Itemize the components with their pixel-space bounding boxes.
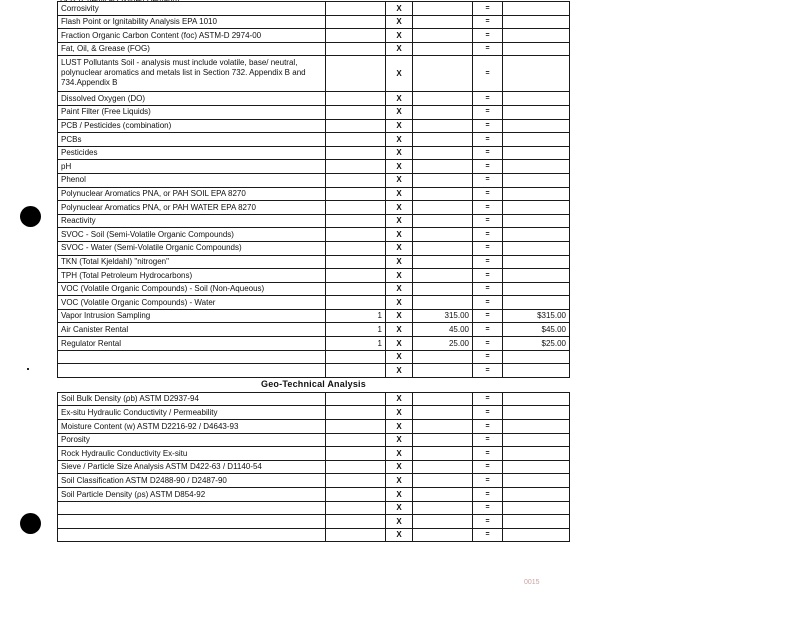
quantity-cell <box>326 2 386 16</box>
table-row <box>58 92 570 106</box>
equals-cell: = <box>473 433 503 447</box>
quantity-cell: 1 <box>326 337 386 351</box>
unit-price-cell <box>413 515 473 529</box>
multiply-cell: X <box>386 323 413 337</box>
unit-price-cell <box>413 241 473 255</box>
quantity-cell <box>326 269 386 283</box>
total-cell <box>503 433 570 447</box>
equals-cell: = <box>473 201 503 215</box>
unit-price-cell <box>413 296 473 310</box>
unit-price-cell <box>413 15 473 29</box>
item-cell: PCBs <box>58 133 326 147</box>
geo-table-row <box>58 460 570 474</box>
multiply-cell: X <box>386 528 413 542</box>
item-cell: Polynuclear Aromatics PNA, or PAH WATER EPA 8270 <box>58 201 326 215</box>
multiply-cell: X <box>386 269 413 283</box>
total-cell <box>503 56 570 92</box>
equals-cell: = <box>473 528 503 542</box>
item-cell: TPH (Total Petroleum Hydrocarbons) <box>58 269 326 283</box>
quantity-cell <box>326 146 386 160</box>
table-row <box>58 29 570 43</box>
equals-cell: = <box>473 56 503 92</box>
equals-cell: = <box>473 323 503 337</box>
total-cell <box>503 29 570 43</box>
total-cell <box>503 282 570 296</box>
equals-cell: = <box>473 282 503 296</box>
geo-table-row <box>58 447 570 461</box>
geo-table-row <box>58 406 570 420</box>
item-cell: Fraction Organic Carbon Content (foc) ASTM-D 2974-00 <box>58 29 326 43</box>
quantity-cell <box>326 501 386 515</box>
unit-price-cell <box>413 187 473 201</box>
table-row <box>58 119 570 133</box>
quantity-cell <box>326 460 386 474</box>
table-row <box>58 323 570 337</box>
quantity-cell <box>326 241 386 255</box>
unit-price-cell <box>413 282 473 296</box>
multiply-cell: X <box>386 92 413 106</box>
multiply-cell: X <box>386 29 413 43</box>
item-cell <box>58 528 326 542</box>
item-cell: TKN (Total Kjeldahl) "nitrogen" <box>58 255 326 269</box>
unit-price-cell <box>413 474 473 488</box>
total-cell: $315.00 <box>503 309 570 323</box>
item-cell: Vapor Intrusion Sampling <box>58 309 326 323</box>
total-cell: $45.00 <box>503 323 570 337</box>
equals-cell: = <box>473 350 503 364</box>
unit-price-cell: 315.00 <box>413 309 473 323</box>
unit-price-cell <box>413 269 473 283</box>
item-cell: Ex-situ Hydraulic Conductivity / Permeability <box>58 406 326 420</box>
table-row <box>58 42 570 56</box>
item-cell: Moisture Content (w) ASTM D2216-92 / D4643-93 <box>58 420 326 434</box>
equals-cell: = <box>473 474 503 488</box>
equals-cell: = <box>473 214 503 228</box>
unit-price-cell <box>413 214 473 228</box>
unit-price-cell <box>413 56 473 92</box>
geo-technical-rows <box>58 377 570 542</box>
item-cell: Dissolved Oxygen (DO) <box>58 92 326 106</box>
unit-price-cell <box>413 447 473 461</box>
table-row <box>58 350 570 364</box>
geo-table-row <box>58 501 570 515</box>
analysis-rows <box>58 2 570 378</box>
page-number: 0015 <box>524 579 540 586</box>
equals-cell: = <box>473 447 503 461</box>
equals-cell: = <box>473 488 503 502</box>
quantity-cell: 1 <box>326 323 386 337</box>
equals-cell: = <box>473 501 503 515</box>
quantity-cell <box>326 433 386 447</box>
total-cell <box>503 515 570 529</box>
total-cell <box>503 92 570 106</box>
unit-price-cell <box>413 105 473 119</box>
equals-cell: = <box>473 460 503 474</box>
item-cell: LUST Pollutants Soil - analysis must include volatile, base/ neutral, polynuclear aromatics and metals list in Section 732. Appendix B and 734.Appendix B <box>58 56 326 92</box>
top-partial-label <box>60 0 180 1</box>
total-cell <box>503 406 570 420</box>
item-cell: Polynuclear Aromatics PNA, or PAH SOIL EPA 8270 <box>58 187 326 201</box>
table-row <box>58 309 570 323</box>
total-cell <box>503 350 570 364</box>
punch-hole-upper <box>20 206 41 227</box>
total-cell <box>503 15 570 29</box>
item-cell: VOC (Volatile Organic Compounds) - Soil (Non-Aqueous) <box>58 282 326 296</box>
item-cell: SVOC - Water (Semi-Volatile Organic Compounds) <box>58 241 326 255</box>
multiply-cell: X <box>386 201 413 215</box>
table-row <box>58 201 570 215</box>
item-cell: VOC (Volatile Organic Compounds) - Water <box>58 296 326 310</box>
item-cell <box>58 501 326 515</box>
scan-speck <box>27 368 29 370</box>
item-cell: Soil Bulk Density (ρb) ASTM D2937-94 <box>58 392 326 406</box>
unit-price-cell <box>413 392 473 406</box>
total-cell <box>503 474 570 488</box>
item-cell <box>58 350 326 364</box>
table-row <box>58 255 570 269</box>
item-cell: Soil Classification ASTM D2488-90 / D2487-90 <box>58 474 326 488</box>
total-cell <box>503 447 570 461</box>
total-cell <box>503 296 570 310</box>
equals-cell: = <box>473 406 503 420</box>
quantity-cell <box>326 201 386 215</box>
unit-price-cell: 45.00 <box>413 323 473 337</box>
geo-table-row <box>58 420 570 434</box>
equals-cell: = <box>473 296 503 310</box>
multiply-cell: X <box>386 133 413 147</box>
quantity-cell <box>326 528 386 542</box>
unit-price-cell <box>413 2 473 16</box>
item-cell: Porosity <box>58 433 326 447</box>
item-cell: Flash Point or Ignitability Analysis EPA 1010 <box>58 15 326 29</box>
total-cell <box>503 2 570 16</box>
equals-cell: = <box>473 15 503 29</box>
quantity-cell <box>326 42 386 56</box>
quantity-cell <box>326 406 386 420</box>
unit-price-cell <box>413 501 473 515</box>
quantity-cell <box>326 392 386 406</box>
multiply-cell: X <box>386 460 413 474</box>
item-cell: PCB / Pesticides (combination) <box>58 119 326 133</box>
total-cell <box>503 488 570 502</box>
geo-table-row <box>58 392 570 406</box>
table-row <box>58 133 570 147</box>
table-row <box>58 173 570 187</box>
item-cell: Fat, Oil, & Grease (FOG) <box>58 42 326 56</box>
multiply-cell: X <box>386 474 413 488</box>
unit-price-cell <box>413 433 473 447</box>
equals-cell: = <box>473 119 503 133</box>
geo-table-row <box>58 528 570 542</box>
equals-cell: = <box>473 160 503 174</box>
geo-section-header <box>58 377 570 392</box>
quantity-cell <box>326 420 386 434</box>
total-cell <box>503 160 570 174</box>
total-cell <box>503 119 570 133</box>
unit-price-cell <box>413 92 473 106</box>
unit-price-cell <box>413 406 473 420</box>
item-cell <box>58 364 326 378</box>
multiply-cell: X <box>386 2 413 16</box>
item-cell: pH <box>58 160 326 174</box>
quantity-cell <box>326 474 386 488</box>
total-cell <box>503 241 570 255</box>
equals-cell: = <box>473 269 503 283</box>
multiply-cell: X <box>386 501 413 515</box>
quantity-cell <box>326 15 386 29</box>
multiply-cell: X <box>386 42 413 56</box>
analysis-table <box>57 1 570 542</box>
multiply-cell: X <box>386 214 413 228</box>
table-row <box>58 337 570 351</box>
unit-price-cell <box>413 488 473 502</box>
table-row <box>58 146 570 160</box>
quantity-cell: 1 <box>326 309 386 323</box>
unit-price-cell <box>413 364 473 378</box>
equals-cell: = <box>473 392 503 406</box>
quantity-cell <box>326 350 386 364</box>
multiply-cell: X <box>386 309 413 323</box>
unit-price-cell <box>413 119 473 133</box>
multiply-cell: X <box>386 406 413 420</box>
unit-price-cell <box>413 133 473 147</box>
total-cell <box>503 146 570 160</box>
total-cell <box>503 173 570 187</box>
geo-table-row <box>58 474 570 488</box>
quantity-cell <box>326 255 386 269</box>
item-cell: Paint Filter (Free Liquids) <box>58 105 326 119</box>
equals-cell: = <box>473 515 503 529</box>
item-cell: Sieve / Particle Size Analysis ASTM D422-63 / D1140-54 <box>58 460 326 474</box>
equals-cell: = <box>473 309 503 323</box>
quantity-cell <box>326 105 386 119</box>
equals-cell: = <box>473 146 503 160</box>
multiply-cell: X <box>386 228 413 242</box>
total-cell <box>503 42 570 56</box>
equals-cell: = <box>473 228 503 242</box>
quantity-cell <box>326 160 386 174</box>
equals-cell: = <box>473 29 503 43</box>
total-cell <box>503 187 570 201</box>
quantity-cell <box>326 228 386 242</box>
quantity-cell <box>326 29 386 43</box>
quantity-cell <box>326 214 386 228</box>
multiply-cell: X <box>386 187 413 201</box>
quantity-cell <box>326 488 386 502</box>
total-cell <box>503 228 570 242</box>
unit-price-cell <box>413 42 473 56</box>
item-cell: Rock Hydraulic Conductivity Ex-situ <box>58 447 326 461</box>
quantity-cell <box>326 56 386 92</box>
multiply-cell: X <box>386 420 413 434</box>
table-row <box>58 105 570 119</box>
quantity-cell <box>326 133 386 147</box>
table-row <box>58 228 570 242</box>
geo-table-row <box>58 488 570 502</box>
total-cell <box>503 528 570 542</box>
geo-table-row <box>58 515 570 529</box>
total-cell <box>503 364 570 378</box>
total-cell <box>503 201 570 215</box>
unit-price-cell <box>413 460 473 474</box>
multiply-cell: X <box>386 447 413 461</box>
equals-cell: = <box>473 255 503 269</box>
multiply-cell: X <box>386 337 413 351</box>
multiply-cell: X <box>386 433 413 447</box>
unit-price-cell <box>413 350 473 364</box>
equals-cell: = <box>473 241 503 255</box>
table-row <box>58 269 570 283</box>
table-row <box>58 56 570 92</box>
unit-price-cell: 25.00 <box>413 337 473 351</box>
multiply-cell: X <box>386 119 413 133</box>
multiply-cell: X <box>386 515 413 529</box>
total-cell <box>503 269 570 283</box>
total-cell <box>503 105 570 119</box>
multiply-cell: X <box>386 173 413 187</box>
punch-hole-lower <box>20 513 41 534</box>
multiply-cell: X <box>386 255 413 269</box>
unit-price-cell <box>413 173 473 187</box>
total-cell <box>503 133 570 147</box>
geo-table-row <box>58 433 570 447</box>
quantity-cell <box>326 515 386 529</box>
item-cell: Air Canister Rental <box>58 323 326 337</box>
equals-cell: = <box>473 173 503 187</box>
equals-cell: = <box>473 105 503 119</box>
equals-cell: = <box>473 92 503 106</box>
item-cell: Soil Particle Density (ρs) ASTM D854-92 <box>58 488 326 502</box>
equals-cell: = <box>473 42 503 56</box>
total-cell <box>503 501 570 515</box>
item-cell: SVOC - Soil (Semi-Volatile Organic Compounds) <box>58 228 326 242</box>
multiply-cell: X <box>386 146 413 160</box>
item-cell: Corrosivity <box>58 2 326 16</box>
table-row <box>58 282 570 296</box>
total-cell <box>503 214 570 228</box>
quantity-cell <box>326 92 386 106</box>
multiply-cell: X <box>386 241 413 255</box>
table-row <box>58 214 570 228</box>
unit-price-cell <box>413 146 473 160</box>
table-row <box>58 15 570 29</box>
quantity-cell <box>326 119 386 133</box>
item-cell: Phenol <box>58 173 326 187</box>
multiply-cell: X <box>386 392 413 406</box>
total-cell <box>503 392 570 406</box>
cost-estimate-table <box>57 0 569 542</box>
geo-section-title: Geo-Technical Analysis <box>58 377 570 392</box>
quantity-cell <box>326 282 386 296</box>
quantity-cell <box>326 296 386 310</box>
quantity-cell <box>326 447 386 461</box>
multiply-cell: X <box>386 105 413 119</box>
multiply-cell: X <box>386 350 413 364</box>
table-row <box>58 364 570 378</box>
unit-price-cell <box>413 160 473 174</box>
unit-price-cell <box>413 228 473 242</box>
equals-cell: = <box>473 364 503 378</box>
item-cell <box>58 515 326 529</box>
equals-cell: = <box>473 337 503 351</box>
quantity-cell <box>326 364 386 378</box>
table-row <box>58 187 570 201</box>
total-cell <box>503 460 570 474</box>
multiply-cell: X <box>386 56 413 92</box>
table-row <box>58 2 570 16</box>
equals-cell: = <box>473 133 503 147</box>
unit-price-cell <box>413 201 473 215</box>
total-cell <box>503 420 570 434</box>
equals-cell: = <box>473 187 503 201</box>
table-row <box>58 160 570 174</box>
multiply-cell: X <box>386 488 413 502</box>
unit-price-cell <box>413 420 473 434</box>
multiply-cell: X <box>386 296 413 310</box>
total-cell: $25.00 <box>503 337 570 351</box>
multiply-cell: X <box>386 15 413 29</box>
item-cell: Pesticides <box>58 146 326 160</box>
total-cell <box>503 255 570 269</box>
unit-price-cell <box>413 29 473 43</box>
table-row <box>58 296 570 310</box>
equals-cell: = <box>473 2 503 16</box>
unit-price-cell <box>413 528 473 542</box>
table-row <box>58 241 570 255</box>
multiply-cell: X <box>386 364 413 378</box>
item-cell: Reactivity <box>58 214 326 228</box>
item-cell: Regulator Rental <box>58 337 326 351</box>
multiply-cell: X <box>386 160 413 174</box>
quantity-cell <box>326 187 386 201</box>
multiply-cell: X <box>386 282 413 296</box>
equals-cell: = <box>473 420 503 434</box>
quantity-cell <box>326 173 386 187</box>
unit-price-cell <box>413 255 473 269</box>
